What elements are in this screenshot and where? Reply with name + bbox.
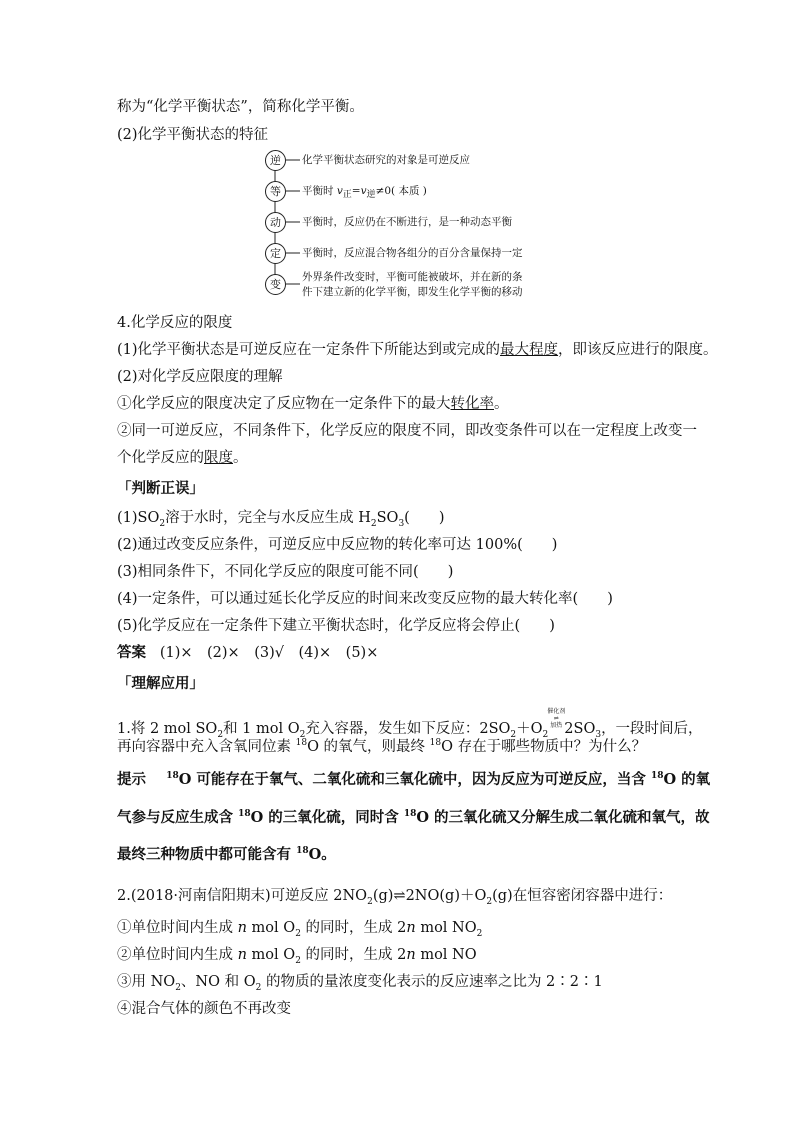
- o3-c: 的物质的量浓度变化表示的反应速率之比为 2∶2∶1: [261, 974, 603, 990]
- apply-title: 「理解应用」: [117, 675, 204, 692]
- option-3: [117, 972, 603, 992]
- aq2-c: 2NO(g)＋O: [405, 888, 487, 904]
- node-equal: 等: [265, 181, 286, 202]
- aq1-c: 充入容器，发生如下反应：2SO: [305, 721, 511, 737]
- hint3-b: O。: [308, 846, 336, 863]
- v-forward: v: [336, 185, 343, 197]
- equal-text-a: 平衡时: [302, 185, 337, 197]
- hint-iso-d: 18: [403, 809, 417, 820]
- aq1-s1: 2: [217, 729, 224, 740]
- p3-text-b: 。: [494, 396, 509, 412]
- o1-b: mol O: [246, 920, 296, 936]
- aq1l2-b: O 的氧气，则最终: [307, 739, 430, 755]
- iso-18-b: 18: [429, 738, 442, 749]
- p3-underlined: 转化率: [450, 396, 494, 412]
- hint-line3: [117, 845, 336, 865]
- aq1-s2: 2: [299, 729, 306, 740]
- node-fixed-text: 平衡时，反应混合物各组分的百分含量保持一定: [302, 247, 523, 259]
- q1-a: (1)SO: [117, 510, 160, 526]
- node-dynamic-text: 平衡时，反应仍在不断进行，是一种动态平衡: [302, 216, 512, 228]
- q1-sub1: 2: [159, 518, 166, 529]
- aq1-s5: 3: [595, 729, 602, 740]
- o2-d: mol NO: [415, 947, 477, 963]
- judge-q2: (2)通过改变反应条件，可逆反应中反应物的转化率可达 100%( ): [117, 537, 558, 553]
- apply-q2: [117, 886, 672, 906]
- equilibrium-arrow: ⇌: [393, 888, 406, 904]
- judge-q4: (4)一定条件，可以通过延长化学反应的时间来改变反应物的最大转化率( ): [117, 591, 613, 607]
- node-reversible: 逆: [265, 150, 286, 171]
- hint-label: 提示: [117, 771, 146, 788]
- section4-title: 4.化学反应的限度: [117, 315, 233, 331]
- node-change-text-1: 外界条件改变时，平衡可能被破坏，并在新的条: [302, 271, 523, 283]
- answer-label: 答案: [117, 644, 146, 661]
- p5-underlined: 限度: [204, 450, 233, 466]
- section4-p1: [117, 340, 718, 360]
- o2-a: ②单位时间内生成: [117, 947, 238, 963]
- aq2-b: (g): [372, 888, 394, 904]
- q1-b: 溶于水时，完全与水反应生成 H: [165, 510, 371, 526]
- p1-text-a: (1)化学平衡状态是可逆反应在一定条件下所能达到或完成的: [117, 342, 501, 358]
- hint-line1: [117, 770, 710, 790]
- v-reverse: v: [360, 185, 367, 197]
- option-2: [117, 945, 477, 965]
- sub-reverse: 逆: [366, 190, 376, 201]
- aq1l2-c: O 存在于哪些物质中？为什么？: [441, 739, 647, 755]
- hint1-a: O 可能存在于氧气、二氧化硫和三氧化硫中，因为反应为可逆反应，当含: [178, 771, 651, 788]
- judge-q3: (3)相同条件下，不同化学反应的限度可能不同( ): [117, 564, 454, 580]
- judge-q1: [117, 508, 445, 528]
- heat-label: 加热: [550, 722, 563, 729]
- node-equal-text: [302, 184, 427, 201]
- answer-text: (1)× (2)× (3)√ (4)× (5)×: [159, 645, 379, 661]
- section4-p5: [117, 448, 248, 468]
- hint2-b: O 的三氧化硫，同时含: [250, 809, 404, 826]
- o1-n2: n: [406, 920, 416, 936]
- apply-q1-line1: [117, 708, 703, 739]
- aq1-b: 和 1 mol O: [223, 721, 300, 737]
- option-4: ④混合气体的颜色不再改变: [117, 1001, 291, 1017]
- q1-sub3: 3: [398, 518, 405, 529]
- o1-a: ①单位时间内生成: [117, 920, 238, 936]
- o2-c: 的同时，生成 2: [300, 947, 407, 963]
- o2-b: mol O: [246, 947, 296, 963]
- aq2-d: (g)在恒容密闭容器中进行：: [492, 888, 673, 904]
- section4-p4: ②同一可逆反应，不同条件下，化学反应的限度不同，即改变条件可以在一定程度上改变一: [117, 423, 697, 439]
- section4-p3: [117, 394, 509, 414]
- q1-c: SO: [376, 510, 399, 526]
- p3-text-a: ①化学反应的限度决定了反应物在一定条件下的最大: [117, 396, 451, 412]
- equal-text-b: ≠0( 本质 ): [375, 185, 427, 197]
- aq2-s1: 2: [367, 896, 373, 907]
- judge-title: 「判断正误」: [117, 480, 204, 497]
- node-change-text-2: 件下建立新的化学平衡，即发生化学平衡的移动: [302, 286, 523, 298]
- option-1: [117, 918, 482, 938]
- o2-s: 2: [295, 955, 301, 966]
- hint-line2: [117, 808, 710, 828]
- o1-s: 2: [295, 928, 301, 939]
- hint1-b: O 的氧: [663, 771, 711, 788]
- p5-text-b: 。: [233, 450, 248, 466]
- o1-s2: 2: [476, 928, 483, 939]
- aq2-s2: 2: [486, 896, 493, 907]
- q1-sub2: 2: [370, 518, 377, 529]
- judge-answer: [117, 643, 378, 663]
- aq2-a: 2.(2018·河南信阳期末)可逆反应 2NO: [117, 888, 368, 904]
- o1-c: 的同时，生成 2: [300, 920, 407, 936]
- hint2-a: 气参与反应生成含: [117, 809, 239, 826]
- p1-text-b: ，即该反应进行的限度。: [558, 342, 718, 358]
- node-fixed: 定: [265, 243, 286, 264]
- aq1l2-a: 再向容器中充入含氧同位素: [117, 739, 296, 755]
- hint-iso-b: 18: [650, 771, 664, 782]
- o1-n: n: [237, 920, 247, 936]
- aq1-a: 1.将 2 mol SO: [117, 721, 218, 737]
- aq1-e: 2SO: [564, 721, 596, 737]
- equal-sign: =: [351, 185, 361, 197]
- aq1-s4: 2: [542, 729, 549, 740]
- section4-p2: (2)对化学反应限度的理解: [117, 369, 283, 385]
- q1-blank: ( ): [404, 510, 445, 526]
- hint2-c: O 的三氧化硫又分解生成二氧化硫和氧气，故: [416, 809, 710, 826]
- hint-iso-e: 18: [296, 846, 309, 857]
- o1-d: mol NO: [415, 920, 477, 936]
- aq1-s3: 2: [510, 729, 517, 740]
- o3-s: 2: [175, 982, 181, 993]
- node-change: 变: [265, 274, 286, 295]
- iso-18-a: 18: [295, 738, 308, 749]
- aq1-d: ＋O: [516, 721, 543, 737]
- o2-n2: n: [406, 947, 416, 963]
- reaction-condition: 催化剂 ⇌ 加热: [547, 708, 566, 729]
- node-dynamic: 动: [265, 212, 286, 233]
- sub-forward: 正: [342, 190, 352, 201]
- equilibrium-characteristics-diagram: [262, 148, 552, 304]
- hint-iso-c: 18: [238, 809, 251, 820]
- node-reversible-text: 化学平衡状态研究的对象是可逆反应: [302, 154, 470, 166]
- o2-n: n: [237, 947, 247, 963]
- hint3-a: 最终三种物质中都可能含有: [117, 846, 297, 863]
- judge-q5: (5)化学反应在一定条件下建立平衡状态时，化学反应将会停止( ): [117, 618, 555, 634]
- hint-iso-a: 18: [166, 771, 179, 782]
- aq1-f: ，一段时间后，: [601, 721, 703, 737]
- p5-text-a: 个化学反应的: [117, 450, 204, 466]
- heading-characteristics: (2)化学平衡状态的特征: [117, 127, 269, 143]
- apply-q1-line2: [117, 737, 646, 757]
- o3-b: 、NO 和 O: [180, 974, 256, 990]
- intro-line: 称为“化学平衡状态”，简称化学平衡。: [117, 99, 364, 115]
- o3-a: ③用 NO: [117, 974, 176, 990]
- p1-underlined: 最大程度: [500, 342, 559, 358]
- o3-s2: 2: [255, 982, 262, 993]
- catalyst-label: 催化剂: [547, 708, 566, 715]
